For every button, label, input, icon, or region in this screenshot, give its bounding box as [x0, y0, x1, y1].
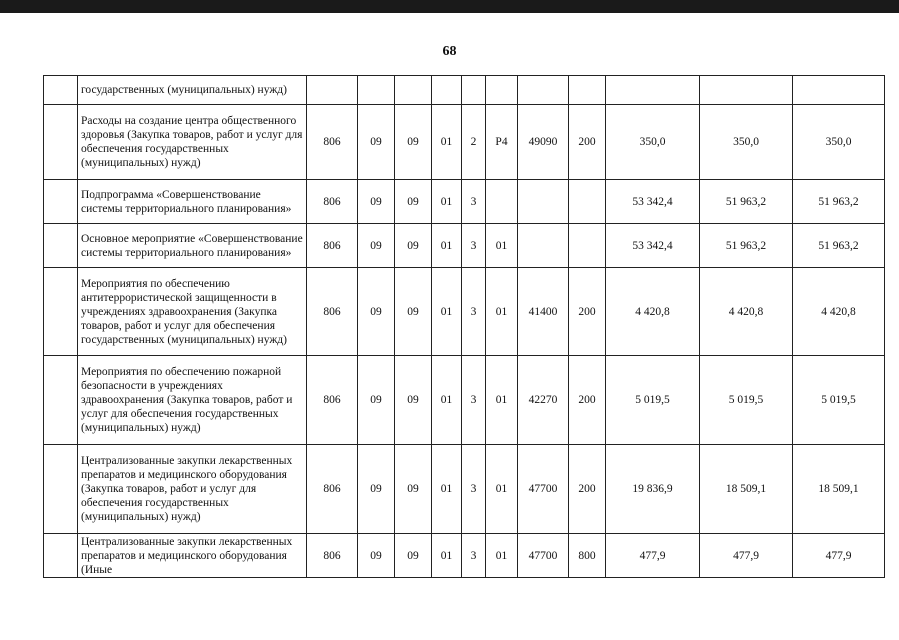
expense-type-code [569, 76, 606, 105]
amount-year-1: 19 836,9 [606, 445, 700, 534]
program-code: 01 [432, 268, 462, 356]
table-row [44, 356, 885, 445]
amount-year-3: 51 963,2 [793, 224, 885, 268]
program-code: 01 [432, 356, 462, 445]
page-number: 68 [442, 44, 457, 59]
amount-year-1 [606, 76, 700, 105]
table-row [44, 534, 885, 578]
expense-type-code [569, 180, 606, 224]
grbs-code: 806 [307, 534, 358, 578]
amount-year-2: 51 963,2 [700, 180, 793, 224]
amount-year-1: 350,0 [606, 105, 700, 180]
grbs-code: 806 [307, 105, 358, 180]
direction-code: 41400 [518, 268, 569, 356]
subprogram-code: 3 [462, 268, 486, 356]
subsection-code: 09 [395, 224, 432, 268]
amount-year-3: 51 963,2 [793, 180, 885, 224]
amount-year-1: 477,9 [606, 534, 700, 578]
program-code: 01 [432, 534, 462, 578]
subsection-code: 09 [395, 180, 432, 224]
table-row [44, 105, 885, 180]
subsection-code: 09 [395, 268, 432, 356]
row-marker-cell [44, 445, 78, 534]
event-code: 01 [486, 534, 518, 578]
event-code [486, 180, 518, 224]
section-code: 09 [358, 268, 395, 356]
row-marker-cell [44, 224, 78, 268]
amount-year-3: 5 019,5 [793, 356, 885, 445]
amount-year-3: 477,9 [793, 534, 885, 578]
subprogram-code: 3 [462, 180, 486, 224]
section-code [358, 76, 395, 105]
table-row [44, 268, 885, 356]
item-name: Мероприятия по обеспечению пожарной безопасности в учреждениях здравоохранения (Закупка товаров, работ и услуг для обеспечения государственных (муниципальных) нужд) [78, 356, 307, 445]
event-code: 01 [486, 356, 518, 445]
amount-year-2: 18 509,1 [700, 445, 793, 534]
subsection-code [395, 76, 432, 105]
expense-type-code: 800 [569, 534, 606, 578]
direction-code: 47700 [518, 445, 569, 534]
event-code [486, 76, 518, 105]
subprogram-code: 3 [462, 445, 486, 534]
direction-code [518, 224, 569, 268]
amount-year-2: 477,9 [700, 534, 793, 578]
amount-year-3 [793, 76, 885, 105]
amount-year-2 [700, 76, 793, 105]
row-marker-cell [44, 534, 78, 578]
direction-code: 47700 [518, 534, 569, 578]
table-row [44, 224, 885, 268]
item-name: Мероприятия по обеспечению антитеррористической защищенности в учреждениях здравоохранения (Закупка товаров, работ и услуг для обеспечения государственных (муниципальных) нужд) [78, 268, 307, 356]
grbs-code: 806 [307, 224, 358, 268]
program-code: 01 [432, 180, 462, 224]
expense-type-code: 200 [569, 356, 606, 445]
section-code: 09 [358, 445, 395, 534]
amount-year-2: 4 420,8 [700, 268, 793, 356]
row-marker-cell [44, 76, 78, 105]
program-code [432, 76, 462, 105]
section-code: 09 [358, 534, 395, 578]
expense-type-code [569, 224, 606, 268]
subsection-code: 09 [395, 356, 432, 445]
scan-top-border [0, 0, 899, 13]
amount-year-2: 51 963,2 [700, 224, 793, 268]
amount-year-1: 53 342,4 [606, 180, 700, 224]
expense-type-code: 200 [569, 105, 606, 180]
grbs-code: 806 [307, 445, 358, 534]
subprogram-code: 3 [462, 356, 486, 445]
subprogram-code [462, 76, 486, 105]
amount-year-1: 4 420,8 [606, 268, 700, 356]
row-marker-cell [44, 356, 78, 445]
grbs-code: 806 [307, 268, 358, 356]
table-row [44, 76, 885, 105]
table-row [44, 445, 885, 534]
item-name: Расходы на создание центра общественного здоровья (Закупка товаров, работ и услуг для обеспечения государственных (муниципальных) нужд) [78, 105, 307, 180]
amount-year-3: 18 509,1 [793, 445, 885, 534]
section-code: 09 [358, 356, 395, 445]
subprogram-code: 3 [462, 224, 486, 268]
item-name: Централизованные закупки лекарственных препаратов и медицинского оборудования (Закупка товаров, работ и услуг для обеспечения государственных (муниципальных) нужд) [78, 445, 307, 534]
direction-code [518, 180, 569, 224]
amount-year-3: 350,0 [793, 105, 885, 180]
event-code: Р4 [486, 105, 518, 180]
event-code: 01 [486, 445, 518, 534]
section-code: 09 [358, 105, 395, 180]
grbs-code [307, 76, 358, 105]
expense-type-code: 200 [569, 445, 606, 534]
subprogram-code: 3 [462, 534, 486, 578]
item-name: Основное мероприятие «Совершенствование системы территориального планирования» [78, 224, 307, 268]
program-code: 01 [432, 445, 462, 534]
subsection-code: 09 [395, 534, 432, 578]
row-marker-cell [44, 268, 78, 356]
amount-year-3: 4 420,8 [793, 268, 885, 356]
expense-type-code: 200 [569, 268, 606, 356]
row-marker-cell [44, 180, 78, 224]
subsection-code: 09 [395, 445, 432, 534]
program-code: 01 [432, 224, 462, 268]
event-code: 01 [486, 224, 518, 268]
grbs-code: 806 [307, 356, 358, 445]
section-code: 09 [358, 180, 395, 224]
item-name: Централизованные закупки лекарственных препаратов и медицинского оборудования (Иные [78, 534, 307, 578]
program-code: 01 [432, 105, 462, 180]
item-name: государственных (муниципальных) нужд) [78, 76, 307, 105]
table-row [44, 180, 885, 224]
direction-code: 42270 [518, 356, 569, 445]
amount-year-2: 350,0 [700, 105, 793, 180]
subsection-code: 09 [395, 105, 432, 180]
amount-year-2: 5 019,5 [700, 356, 793, 445]
section-code: 09 [358, 224, 395, 268]
event-code: 01 [486, 268, 518, 356]
subprogram-code: 2 [462, 105, 486, 180]
amount-year-1: 53 342,4 [606, 224, 700, 268]
item-name: Подпрограмма «Совершенствование системы территориального планирования» [78, 180, 307, 224]
amount-year-1: 5 019,5 [606, 356, 700, 445]
direction-code [518, 76, 569, 105]
grbs-code: 806 [307, 180, 358, 224]
direction-code: 49090 [518, 105, 569, 180]
row-marker-cell [44, 105, 78, 180]
budget-table [43, 75, 885, 578]
